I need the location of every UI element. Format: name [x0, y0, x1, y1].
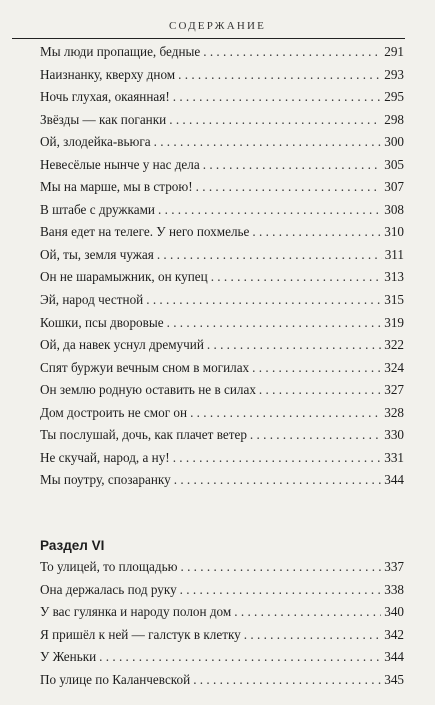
- dot-leader: [196, 176, 382, 199]
- dot-leader: [244, 624, 381, 647]
- toc-entry: [40, 221, 404, 244]
- toc-entry-title: Ты послушай, дочь, как плачет ветер: [40, 427, 247, 443]
- toc-entry: [40, 176, 404, 199]
- toc-entry: [40, 312, 404, 335]
- toc-entry: [40, 601, 404, 624]
- toc-entry: [40, 624, 404, 647]
- dot-leader: [173, 86, 382, 109]
- toc-entry-title: То улицей, то площадью: [40, 559, 178, 574]
- toc-entry-page-number: 319: [384, 314, 404, 330]
- toc-entry-page-number: 345: [384, 671, 404, 687]
- toc-entry: [40, 579, 404, 602]
- dot-leader: [174, 469, 381, 492]
- toc-entry-page-number: 308: [384, 201, 404, 217]
- dot-leader: [207, 334, 381, 357]
- toc-entry: [40, 131, 404, 154]
- toc-entry-page-number: 310: [384, 224, 404, 240]
- dot-leader: [167, 312, 382, 335]
- toc-entry: [40, 64, 404, 87]
- toc-entry-title: Спят буржуи вечным сном в могилах: [40, 359, 250, 375]
- toc-entry-title: Я пришёл к ней — галстук в клетку: [40, 626, 241, 642]
- section-heading: Раздел VI: [40, 538, 105, 553]
- toc-entry: [40, 379, 404, 402]
- toc-entry-page-number: 330: [384, 427, 404, 443]
- toc-entry: [40, 556, 404, 579]
- toc-entry: [40, 86, 404, 109]
- toc-entry-page-number: 311: [384, 246, 404, 262]
- toc-entry-page-number: 344: [384, 649, 404, 665]
- page-header: СОДЕРЖАНИЕ: [168, 20, 267, 32]
- toc-entry-title: Мы на марше, мы в строю!: [40, 179, 193, 195]
- toc-entry-title: По улице по Каланчевской: [40, 671, 191, 687]
- toc-entry: [40, 154, 404, 177]
- toc-entry-page-number: 315: [384, 292, 404, 308]
- dot-leader: [193, 669, 381, 692]
- section-toc-list: [40, 556, 404, 691]
- toc-entry-title: Он землю родную оставить не в силах: [40, 382, 256, 398]
- toc-entry-title: Она держалась под руку: [40, 581, 177, 597]
- toc-entry-title: Ой, да навек уснул дремучий: [40, 337, 204, 353]
- dot-leader: [99, 646, 381, 669]
- dot-leader: [178, 64, 381, 87]
- toc-entry-page-number: 322: [384, 337, 404, 353]
- toc-entry-page-number: 298: [384, 111, 404, 127]
- dot-leader: [180, 556, 381, 579]
- header-rule: [12, 38, 405, 39]
- dot-leader: [169, 109, 381, 132]
- toc-entry-title: Ночь глухая, окаянная!: [40, 89, 170, 105]
- toc-entry: [40, 646, 404, 669]
- toc-entry: [40, 469, 404, 492]
- toc-entry: [40, 289, 404, 312]
- toc-entry: [40, 447, 404, 470]
- toc-entry: [40, 41, 404, 64]
- dot-leader: [203, 41, 381, 64]
- toc-entry-page-number: 313: [384, 269, 404, 285]
- toc-entry-title: У Женьки: [40, 649, 97, 665]
- toc-entry: [40, 424, 404, 447]
- toc-entry-title: Дом достроить не смог он: [40, 404, 188, 420]
- toc-entry: [40, 244, 404, 267]
- toc-entry: [40, 669, 404, 692]
- toc-entry-page-number: 342: [384, 626, 404, 642]
- toc-entry-page-number: 300: [384, 134, 404, 150]
- toc-entry-page-number: 293: [384, 66, 404, 82]
- toc-entry-title: Кошки, псы дворовые: [40, 314, 164, 330]
- toc-entry-page-number: 307: [384, 179, 404, 195]
- toc-entry-title: Мы поутру, спозаранку: [40, 472, 171, 488]
- toc-entry-page-number: 291: [384, 44, 404, 59]
- toc-entry: [40, 266, 404, 289]
- toc-entry-page-number: 344: [384, 472, 404, 488]
- toc-entry: [40, 402, 404, 425]
- toc-entry-title: Он не шарамыжник, он купец: [40, 269, 208, 285]
- toc-entry-page-number: 328: [384, 404, 404, 420]
- toc-entry-page-number: 305: [384, 156, 404, 172]
- toc-entry-page-number: 331: [384, 449, 404, 465]
- toc-entry-title: Эй, народ честной: [40, 292, 144, 308]
- toc-entry: [40, 199, 404, 222]
- dot-leader: [234, 601, 381, 624]
- dot-leader: [211, 266, 382, 289]
- dot-leader: [252, 357, 381, 380]
- dot-leader: [259, 379, 381, 402]
- toc-entry-title: Мы люди пропащие, бедные: [40, 44, 201, 59]
- dot-leader: [250, 424, 381, 447]
- toc-entry-page-number: 338: [384, 581, 404, 597]
- toc-entry-page-number: 340: [384, 604, 404, 620]
- toc-entry-title: Невесёлые нынче у нас дела: [40, 156, 200, 172]
- toc-list: [40, 41, 404, 492]
- toc-entry-title: Наизнанку, кверху дном: [40, 66, 176, 82]
- dot-leader: [146, 289, 381, 312]
- toc-entry-title: Ваня едет на телеге. У него похмелье: [40, 224, 250, 240]
- toc-entry-page-number: 327: [384, 382, 404, 398]
- toc-entry-title: У вас гулянка и народу полон дом: [40, 604, 232, 620]
- toc-entry-title: Ой, злодейка-вьюга: [40, 134, 151, 150]
- toc-entry-page-number: 295: [384, 89, 404, 105]
- toc-entry: [40, 334, 404, 357]
- toc-entry-title: Звёзды — как поганки: [40, 111, 167, 127]
- dot-leader: [203, 154, 382, 177]
- dot-leader: [154, 131, 382, 154]
- toc-entry-page-number: 337: [384, 559, 404, 574]
- toc-entry: [40, 109, 404, 132]
- dot-leader: [157, 244, 382, 267]
- dot-leader: [190, 402, 381, 425]
- dot-leader: [158, 199, 381, 222]
- toc-entry-title: Не скучай, народ, а ну!: [40, 449, 170, 465]
- toc-entry: [40, 357, 404, 380]
- toc-entry-title: В штабе с дружками: [40, 201, 155, 217]
- toc-entry-title: Ой, ты, земля чужая: [40, 246, 154, 262]
- dot-leader: [180, 579, 382, 602]
- dot-leader: [252, 221, 381, 244]
- toc-entry-page-number: 324: [384, 359, 404, 375]
- dot-leader: [173, 447, 382, 470]
